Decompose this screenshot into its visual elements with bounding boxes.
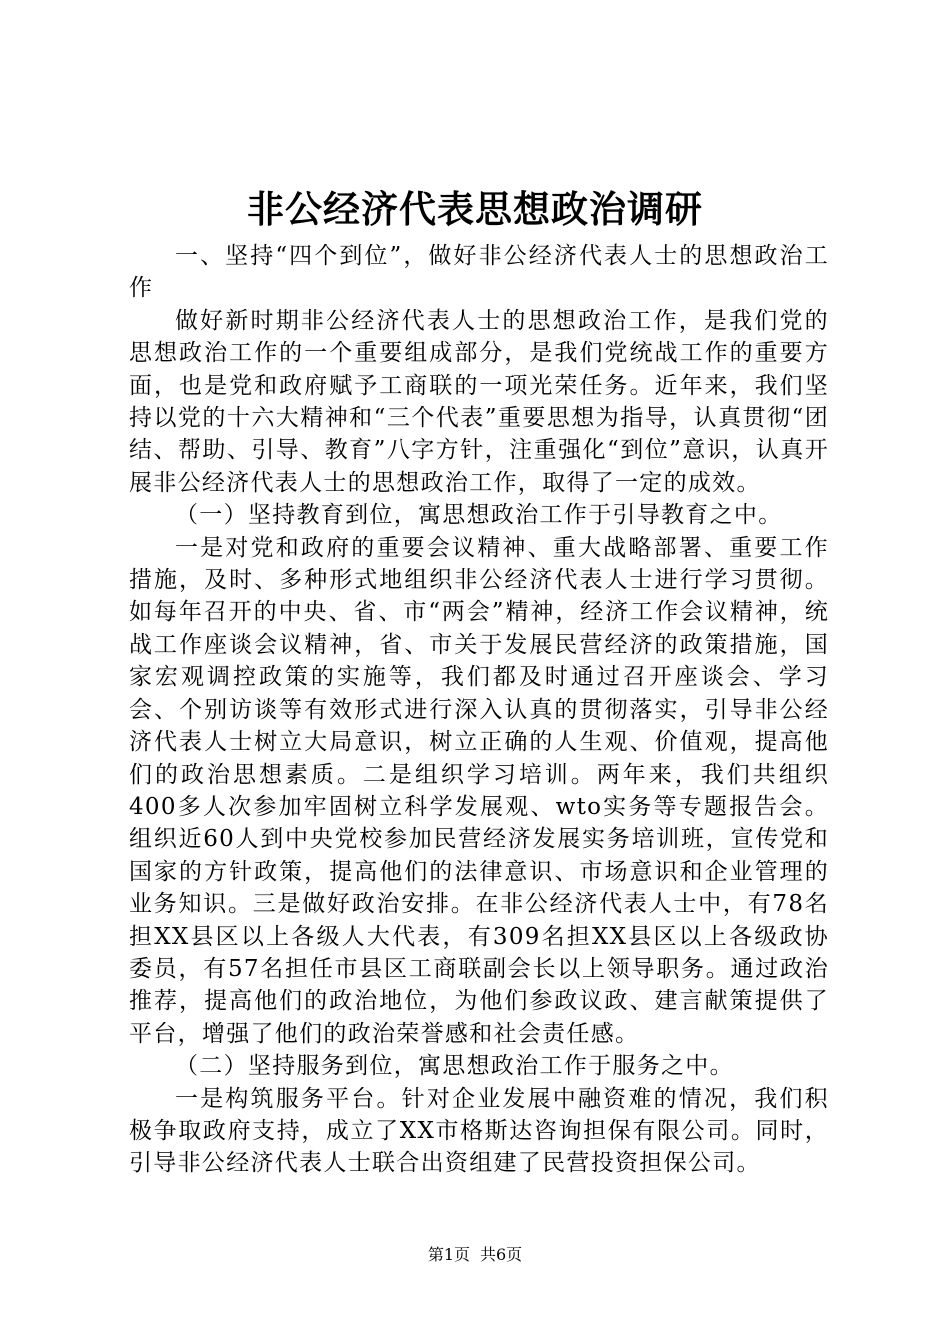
section-heading-1: 一、坚持“四个到位”，做好非公经济代表人士的思想政治工作 — [129, 243, 829, 302]
subsection-heading-1: （一）坚持教育到位，寓思想政治工作于引导教育之中。 — [175, 502, 783, 529]
page-number: 第1页 — [427, 1245, 470, 1264]
paragraph-intro: 做好新时期非公经济代表人士的思想政治工作，是我们党的思想政治工作的一个重要组成部分，是我们党统战工作的重要方面，也是党和政府赋予工商联的一项光荣任务。近年来，我们坚持以党的十六大精神和“三个代表”重要思想为指导，认真贯彻“团结、帮助、引导、教育”八字方针，注重强化“到位”意识，认真开展非公经济代表人士的思想政治工作，取得了一定的成效。 — [129, 307, 829, 496]
paragraph-education: 一是对党和政府的重要会议精神、重大战略部署、重要工作措施，及时、多种形式地组织非公经济代表人士进行学习贯彻。如每年召开的中央、省、市“两会”精神，经济工作会议精神，统战工作座谈会议精神，省、市关于发展民营经济的政策措施，国家宏观调控政策的实施等，我们都及时通过召开座谈会、学习会、个别访谈等有效形式进行深入认真的贯彻落实，引导非公经济代表人士树立大局意识，树立正确的人生观、价值观，提高他们的政治思想素质。二是组织学习培训。两年来，我们共组织400多人次参加牢固树立科学发展观、wto实务等专题报告会。组织近60人到中央党校参加民营经济发展实务培训班，宣传党和国家的方针政策，提高他们的法律意识、市场意识和企业管理的业务知识。三是做好政治安排。在非公经济代表人士中，有78名担XX县区以上各级人大代表，有309名担XX县区以上各级政协委员，有57名担任市县区工商联副会长以上领导职务。通过政治推荐，提高他们的政治地位，为他们参政议政、建言献策提供了平台，增强了他们的政治荣誉感和社会责任感。 — [129, 534, 829, 1047]
document-body — [129, 240, 829, 1180]
paragraph-service: 一是构筑服务平台。针对企业发展中融资难的情况，我们积极争取政府支持，成立了XX市格斯达咨询担保有限公司。同时，引导非公经济代表人士联合出资组建了民营投资担保公司。 — [129, 1085, 829, 1177]
page-total: 共6页 — [480, 1245, 523, 1264]
page-footer — [0, 1244, 950, 1266]
subsection-heading-2: （二）坚持服务到位，寓思想政治工作于服务之中。 — [175, 1053, 734, 1080]
document-title: 非公经济代表思想政治调研 — [247, 187, 703, 231]
